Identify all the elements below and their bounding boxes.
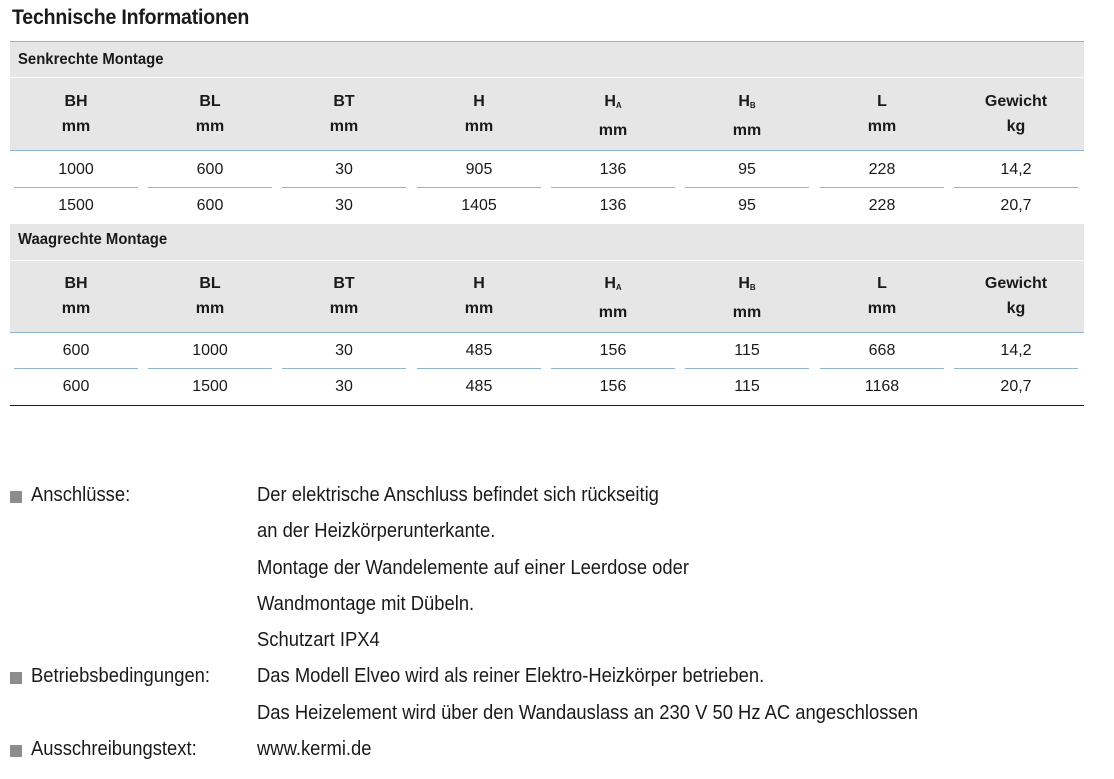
square-bullet-icon: [10, 491, 22, 503]
header-cell: $H_A$ mm: [598, 93, 628, 139]
header-cell: H mm: [464, 275, 494, 317]
table-cell: 1500: [192, 378, 228, 395]
table-cell: 30: [282, 334, 406, 369]
section-header-waagrecht: [10, 224, 1084, 261]
table-cell: 20,7: [1000, 197, 1032, 214]
header-cell: BT mm: [329, 275, 359, 317]
table-cell: 485: [465, 378, 493, 395]
table-row: [10, 153, 1084, 189]
section-title: Waagrechte Montage: [18, 231, 168, 248]
table-bottom-rule: [10, 405, 1084, 406]
header-cell: Gewicht kg: [984, 275, 1048, 317]
header-cell: H mm: [464, 93, 494, 135]
table-cell: 1168: [864, 378, 900, 395]
info-text-line: Wandmontage mit Dübeln.: [257, 593, 475, 615]
header-cell: $H_B$ mm: [732, 93, 762, 139]
table-cell: 136: [599, 197, 627, 214]
info-label: Anschlüsse:: [31, 484, 131, 506]
table-cell: 14,2: [954, 334, 1078, 369]
table-cell: 668: [820, 334, 944, 369]
square-bullet-icon: [10, 745, 22, 757]
table-row: [10, 370, 1084, 406]
table-cell: 136: [551, 153, 675, 188]
table-cell: 1405: [461, 197, 497, 214]
info-text-line: Schutzart IPX4: [257, 629, 380, 651]
header-cell: L mm: [867, 275, 897, 317]
header-cell: Gewicht kg: [984, 93, 1048, 135]
kermi-website-link[interactable]: www.kermi.de: [257, 738, 372, 760]
header-cell: $H_A$ mm: [598, 275, 628, 321]
table-cell: 600: [62, 378, 90, 395]
table-cell: 95: [738, 197, 756, 214]
info-label: Ausschreibungstext:: [31, 738, 197, 760]
info-text-line: Das Heizelement wird über den Wandauslass an 230 V 50 Hz AC angeschlossen: [257, 702, 919, 724]
header-cell: BL mm: [195, 275, 225, 317]
section-title: Senkrechte Montage: [18, 51, 164, 68]
table-cell: 1000: [14, 153, 138, 188]
header-cell: BT mm: [329, 93, 359, 135]
table-cell: 905: [417, 153, 541, 188]
table-cell: 600: [148, 153, 272, 188]
table-cell: 600: [14, 334, 138, 369]
info-label: Betriebsbedingungen:: [31, 665, 211, 687]
header-cell: $H_B$ mm: [732, 275, 762, 321]
table-cell: 485: [417, 334, 541, 369]
table-cell: 156: [599, 378, 627, 395]
table-row: [10, 334, 1084, 370]
table-cell: 30: [335, 378, 353, 395]
table-cell: 1500: [58, 197, 94, 214]
table-row: [10, 189, 1084, 225]
page-title: Technische Informationen: [12, 6, 250, 29]
table-cell: 30: [282, 153, 406, 188]
table-cell: 30: [335, 197, 353, 214]
square-bullet-icon: [10, 672, 22, 684]
table-cell: 228: [820, 153, 944, 188]
table-cell: 115: [685, 334, 809, 369]
table-cell: 156: [551, 334, 675, 369]
header-cell: BH mm: [61, 93, 91, 135]
info-text-line: Der elektrische Anschluss befindet sich rückseitig: [257, 484, 659, 506]
table-header-row: [10, 261, 1084, 333]
info-text-line: Das Modell Elveo wird als reiner Elektro-Heizkörper betrieben.: [257, 665, 765, 687]
table-cell: 228: [868, 197, 896, 214]
header-cell: BH mm: [61, 275, 91, 317]
section-header-senkrecht: [10, 42, 1084, 78]
table-cell: 14,2: [954, 153, 1078, 188]
header-cell: L mm: [867, 93, 897, 135]
info-text-line: an der Heizkörperunterkante.: [257, 520, 496, 542]
table-header-row: [10, 78, 1084, 151]
table-cell: 115: [734, 378, 760, 395]
info-text-line: Montage der Wandelemente auf einer Leerdose oder: [257, 557, 689, 579]
table-cell: 600: [196, 197, 224, 214]
table-cell: 1000: [148, 334, 272, 369]
table-cell: 95: [685, 153, 809, 188]
table-cell: 20,7: [1000, 378, 1032, 395]
header-cell: BL mm: [195, 93, 225, 135]
